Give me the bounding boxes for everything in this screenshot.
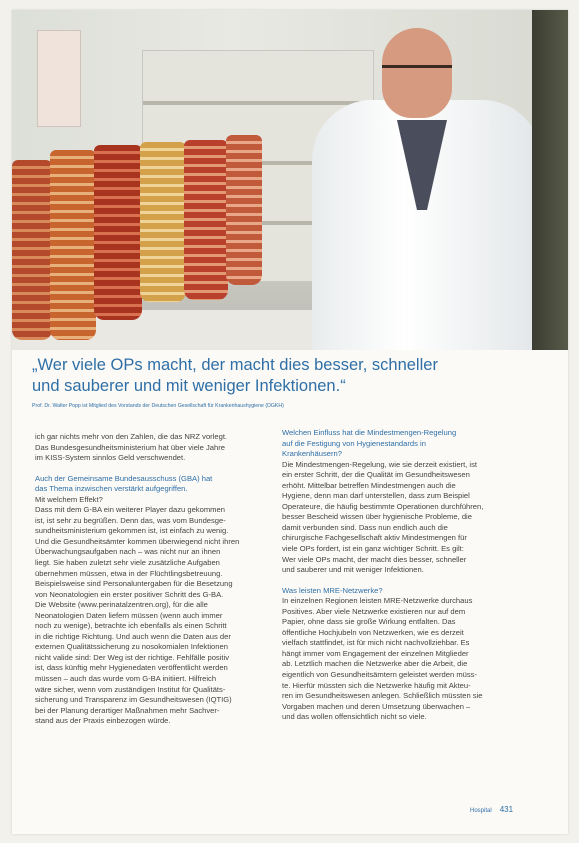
body-text-line: Und die Gesundheitsämter kommen überwiegend nicht ihren	[35, 536, 240, 546]
interview-question-line: Welchen Einfluss hat die Mindestmengen-Regelung	[282, 428, 457, 437]
body-text-line: übernehmen müssen, etwa in der Flüchtlingsbetreuung.	[35, 568, 223, 578]
photo-credit: Prof. Dr. Walter Popp ist Mitglied des Vorstands der Deutschen Gesellschaft für Krankenhaushygiene (DGKH)	[32, 403, 284, 409]
body-text-line: Überwachungsaufgaben nach – was nicht nur an ihnen	[35, 547, 221, 557]
photo-poster	[37, 30, 81, 127]
body-text-line: Dass mit dem G-BA ein weiterer Player dazu gekommen	[35, 505, 225, 515]
body-text-line: Vorgaben machen und deren Umsetzung überwachen –	[282, 701, 471, 711]
body-text-line: damit verbunden sind. Dass nun endlich auch die	[282, 522, 448, 532]
pull-quote-line-2: und sauberer und mit weniger Infektionen.“	[32, 377, 346, 395]
body-text-line: Operateure, die häufig bestimmte Operationen durchführen,	[282, 501, 484, 511]
body-text-line: wäre sicher, wenn vom zuständigen Institut für Qualitäts-	[35, 684, 226, 694]
body-text-line: in die richtige Richtung. Und auch wenn die Daten aus der	[35, 631, 231, 641]
petri-dish-stack	[140, 142, 186, 302]
body-text-line: bei der Planung derartiger Maßnahmen mehr Sachver-	[35, 705, 220, 715]
body-text-line: chirurgische Fachgesellschaft aktiv Mindestmengen für	[282, 533, 467, 543]
interview-question-line: Was leisten MRE-Netzwerke?	[282, 585, 383, 595]
body-text-line: von Neonatologien ein erster positiver Schritt des G-BA.	[35, 589, 224, 599]
interview-question-line: auf die Festigung von Hygienestandards in	[282, 438, 426, 448]
page-footer	[470, 805, 513, 814]
petri-dish-stack	[94, 145, 142, 320]
photo-edge	[532, 10, 568, 350]
body-text-line: öffentliche Hochjubeln von Netzwerken, wie es derzeit	[282, 627, 464, 637]
body-text-line: im KISS-System sinnlos Geld verschwendet.	[35, 453, 186, 463]
body-text-line: besser Bescheid wissen über hygienische Probleme, die	[282, 512, 472, 522]
body-text-line: müssen – auch das wurde vom G-BA initiiert. Hilfreich	[35, 674, 217, 684]
petri-dish-stack	[184, 140, 228, 300]
body-text-line: vielfach stattfindet, ist für mich nicht nachvollziehbar. Es	[282, 638, 470, 648]
footer-label: Hospital	[470, 808, 492, 814]
left-text-column	[35, 432, 285, 727]
page-number: 431	[499, 805, 514, 814]
body-text-line: Positives. Aber viele Netzwerke existieren nur auf dem	[282, 606, 466, 616]
body-text-line: noch zu wenige), betrachte ich ebenfalls als einen Schritt	[35, 621, 227, 631]
body-text-line: nicht valide sind: Der Weg ist der richtige. Fehlfälle positiv	[35, 652, 230, 662]
body-text-line: und sauberer und mit weniger Infektionen.	[282, 565, 424, 575]
body-text-line: erhöht. Mittelbar betreffen Mindestmengen auch die	[282, 480, 456, 490]
petri-dish-stack	[12, 160, 52, 340]
body-text-line: ab. Letztlich machen die Netzwerke aber die Arbeit, die	[282, 659, 468, 669]
body-text-line: Neonatologien Daten liefern müssen (wenn auch immer	[35, 610, 223, 620]
interview-question-line: Auch der Gemeinsame Bundesausschuss (GBA) hat	[35, 473, 213, 483]
body-text-line: ist, ist sehr zu begrüßen. Denn das, was vom Bundesge-	[35, 515, 226, 525]
body-text-line: hängt immer vom Engagement der einzelnen Mitglieder	[282, 648, 469, 658]
body-text-line: ren im Gesundheitswesen anlegen. Schließlich müssten sie	[282, 691, 483, 701]
body-text-line: Die Mindestmengen-Regelung, wie sie derzeit existiert, ist	[282, 459, 477, 469]
body-text-line: Hygiene, denn man darf unterstellen, dass zum Beispiel	[282, 491, 470, 501]
petri-dish-stack	[50, 150, 96, 340]
person-glasses	[382, 65, 452, 78]
body-text-line: viele OPs fordert, ist ein ganz wichtiger Schritt. Es gilt:	[282, 544, 464, 554]
body-text-line: Das Bundesgesundheitsministerium hat über viele Jahre	[35, 442, 225, 452]
pull-quote	[32, 355, 552, 397]
body-text-line: liegt. Sie haben zuletzt sehr viele zusätzliche Aufgaben	[35, 558, 220, 568]
body-text-line: eigentlich von Gesundheitsämtern geleistet werden müss-	[282, 670, 478, 680]
body-text-line: Papier, ohne dass sie große Wirkung entfalten. Das	[282, 617, 456, 627]
body-text-line: stand aus der Praxis einbezogen würde.	[35, 716, 171, 726]
body-text-line: externen Qualitätssicherung zu nosokomialen Infektionen	[35, 642, 228, 652]
body-text-line: In einzelnen Regionen leisten MRE-Netzwerke durchaus	[282, 596, 473, 606]
body-text-line: Mit welchem Effekt?	[35, 494, 103, 504]
body-text-line: sundheitsministerium gekommen ist, ist einfach zu wenig.	[35, 526, 229, 536]
interview-question-line: Krankenhäusern?	[282, 449, 342, 459]
paragraph-gap	[35, 464, 285, 474]
petri-dish-stack	[226, 135, 262, 285]
body-text-line: te. Hierfür müssten sich die Netzwerke häufig mit Akteu-	[282, 680, 471, 690]
interview-photo	[12, 10, 568, 350]
right-text-column	[282, 428, 532, 723]
body-text-line: ich gar nichts mehr von den Zahlen, die das NRZ vorlegt.	[35, 432, 228, 441]
interview-question-line: das Thema inzwischen verstärkt aufgegriffen.	[35, 484, 188, 494]
body-text-line: Die Website (www.perinatalzentren.org), für die alle	[35, 600, 208, 610]
body-text-line: sicherung und Transparenz im Gesundheitswesen (IQTIG)	[35, 695, 232, 705]
body-text-line: und das wollen offensichtlich nicht so viele.	[282, 712, 427, 722]
body-text-line: ein erster Schritt, der die Qualität im Gesundheitswesen	[282, 470, 470, 480]
pull-quote-line-1: „Wer viele OPs macht, der macht dies besser, schneller	[32, 356, 438, 374]
body-text-line: Beispielsweise sind Personaluntergaben für die Besetzung	[35, 579, 233, 589]
body-text-line: ist, dass künftig mehr Hygienedaten veröffentlicht werden	[35, 663, 228, 673]
body-text-line: Wer viele OPs macht, der macht dies besser, schneller	[282, 554, 467, 564]
paragraph-gap	[282, 576, 532, 586]
